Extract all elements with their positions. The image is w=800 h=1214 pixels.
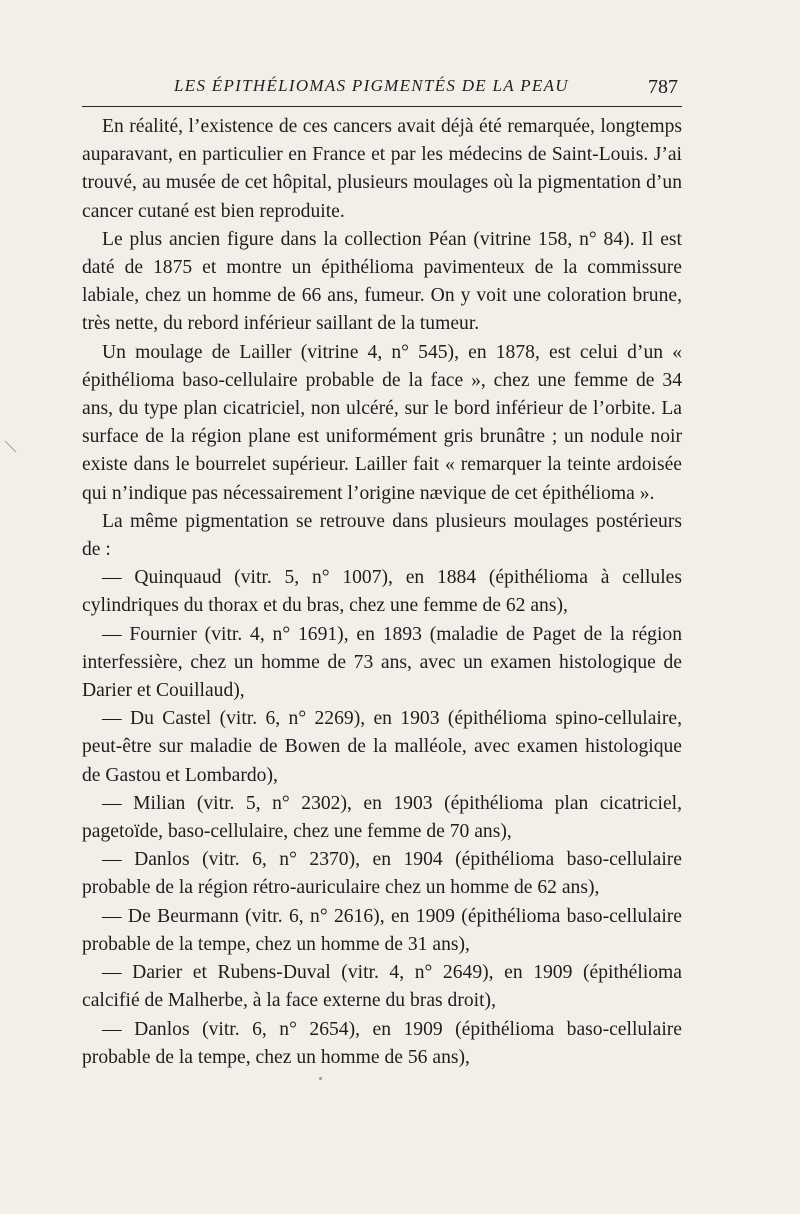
margin-pencil-mark <box>4 440 18 454</box>
body-text <box>82 113 682 1072</box>
paragraph: En réalité, l’existence de ces cancers avait déjà été remarquée, longtemps auparavant, en particulier en France et par les médecins de Saint-Louis. J’ai trouvé, au musée de cet hôpital, plusieurs moulages où la pigmentation d’un cancer cutané est bien reproduite. <box>82 116 682 222</box>
header-rule <box>82 106 682 107</box>
list-item: — Darier et Rubens-Duval (vitr. 4, n° 2649), en 1909 (épithélioma calcifié de Malherbe, à la face externe du bras droit), <box>82 962 682 1012</box>
list-item: — Danlos (vitr. 6, n° 2370), en 1904 (épithélioma baso-cellulaire probable de la région rétro-auriculaire chez un homme de 62 ans), <box>82 849 682 899</box>
list-item: — De Beurmann (vitr. 6, n° 2616), en 1909 (épithélioma baso-cellulaire probable de la tempe, chez un homme de 31 ans), <box>82 905 682 955</box>
list-item: — Du Castel (vitr. 6, n° 2269), en 1903 (épithélioma spino-cellulaire, peut-être sur maladie de Bowen de la malléole, avec examen histologique de Gastou et Lombardo), <box>82 708 682 786</box>
paper-speck <box>319 1077 322 1080</box>
paragraph: La même pigmentation se retrouve dans plusieurs moulages postérieurs de : <box>82 510 682 561</box>
page-number: 787 <box>648 76 678 98</box>
paragraph: Un moulage de Lailler (vitrine 4, n° 545), en 1878, est celui d’un « épithélioma baso-cellulaire probable de la face », chez une femme de 34 ans, du type plan cicatriciel, non ulcéré, sur le bord inférieur de l’orbite. La surface de la région plane est uniformément gris brunâtre ; un nodule noir existe dans le bourrelet supérieur. Lailler fait « remarquer la teinte ardoisée qui n’indique pas nécessairement l’origine nævique de cet épithélioma ». <box>82 341 682 504</box>
list-item: — Quinquaud (vitr. 5, n° 1007), en 1884 (épithélioma à cellules cylindriques du thorax et du bras, chez une femme de 62 ans), <box>82 567 682 617</box>
list-item: — Fournier (vitr. 4, n° 1691), en 1893 (maladie de Paget de la région interfessière, chez un homme de 73 ans, avec un examen histologique de Darier et Couillaud), <box>82 623 682 702</box>
list-item: — Danlos (vitr. 6, n° 2654), en 1909 (épithélioma baso-cellulaire probable de la tempe, chez un homme de 56 ans), <box>82 1018 682 1068</box>
list-item: — Milian (vitr. 5, n° 2302), en 1903 (épithélioma plan cicatriciel, pagetoïde, baso-cellulaire, chez une femme de 70 ans), <box>82 792 682 843</box>
running-head <box>82 74 682 102</box>
paragraph: Le plus ancien figure dans la collection Péan (vitrine 158, n° 84). Il est daté de 1875 et montre un épithélioma pavimenteux de la commissure labiale, chez un homme de 66 ans, fumeur. On y voit une coloration brune, très nette, du rebord inférieur saillant de la tumeur. <box>82 228 682 335</box>
running-title: LES ÉPITHÉLIOMAS PIGMENTÉS DE LA PEAU <box>174 76 569 95</box>
